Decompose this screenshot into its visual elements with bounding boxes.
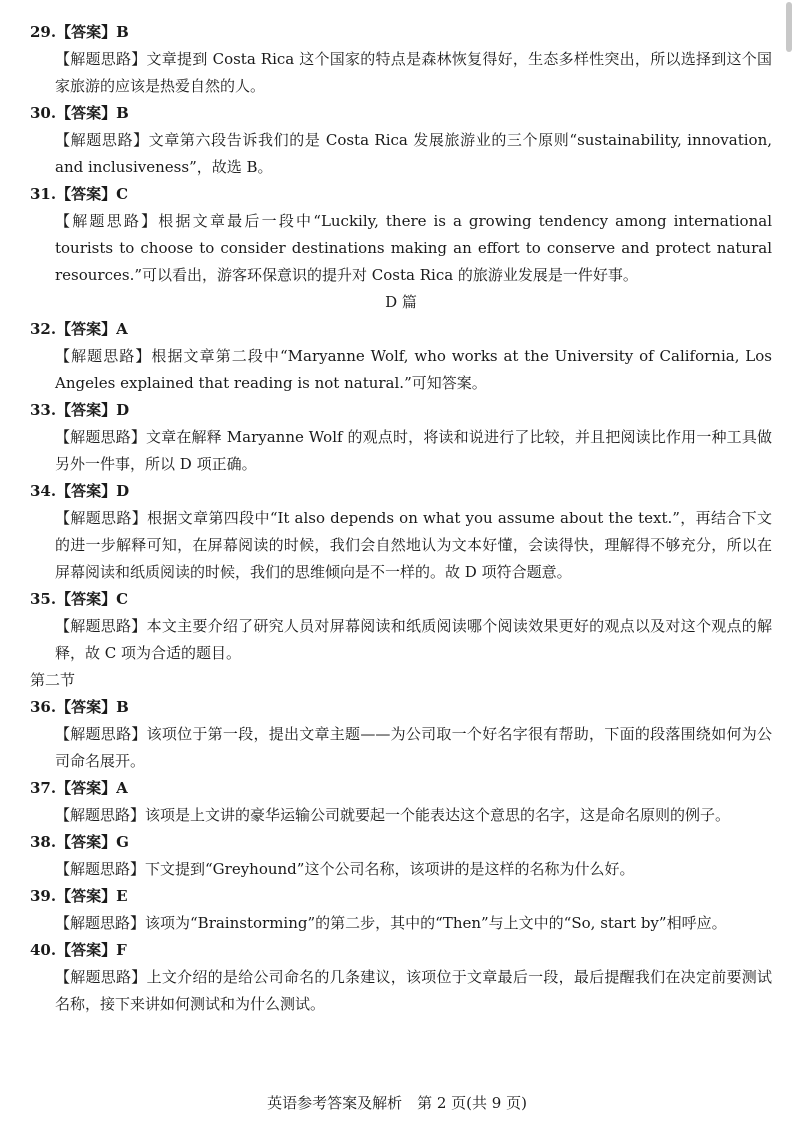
answer-explanation: 【解题思路】上文介绍的是给公司命名的几条建议，该项位于文章最后一段，最后提醒我们在决定前要测试名称，接下来讲如何测试和为什么测试。 <box>55 968 772 1013</box>
answer-key: 32.【答案】A <box>30 320 128 338</box>
answer-explanation: 【解题思路】文章在解释 Maryanne Wolf 的观点时，将读和说进行了比较，并且把阅读比作用一种工具做另外一件事，所以 D 项正确。 <box>55 428 772 473</box>
answer-key: 40.【答案】F <box>30 941 127 959</box>
answer-content <box>30 19 772 1018</box>
answer-key: 35.【答案】C <box>30 590 129 608</box>
answer-item-35 <box>30 586 772 667</box>
answer-explanation: 【解题思路】根据文章第二段中“Maryanne Wolf, who works at the University of California, Los Angeles explained that reading is not natural.”可知答案。 <box>55 347 772 392</box>
answer-item-40 <box>30 937 772 1018</box>
answer-key: 39.【答案】E <box>30 887 128 905</box>
answer-key: 33.【答案】D <box>30 401 130 419</box>
answer-explanation: 【解题思路】该项位于第一段，提出文章主题——为公司取一个好名字很有帮助，下面的段落围绕如何为公司命名展开。 <box>55 725 772 770</box>
answer-item-38 <box>30 829 772 883</box>
answer-explanation: 【解题思路】根据文章第四段中“It also depends on what you assume about the text.”，再结合下文的进一步解释可知，在屏幕阅读的时候，我们会自然地认为文本好懂，会读得快，理解得不够充分，所以在屏幕阅读和纸质阅读的时候，我们的思维倾向是不一样的。故 D 项符合题意。 <box>55 509 772 581</box>
answer-explanation: 【解题思路】该项是上文讲的豪华运输公司就要起一个能表达这个意思的名字，这是命名原则的例子。 <box>55 806 731 824</box>
answer-item-39 <box>30 883 772 937</box>
page-footer: 英语参考答案及解析 第 2 页(共 9 页) <box>267 1094 527 1112</box>
answer-item-34 <box>30 478 772 586</box>
answer-explanation: 【解题思路】该项为“Brainstorming”的第二步，其中的“Then”与上文中的“So, start by”相呼应。 <box>55 914 727 932</box>
section-heading-2: 第二节 <box>30 671 76 689</box>
answer-item-30 <box>30 100 772 181</box>
answer-explanation: 【解题思路】本文主要介绍了研究人员对屏幕阅读和纸质阅读哪个阅读效果更好的观点以及对这个观点的解释，故 C 项为合适的题目。 <box>55 617 772 662</box>
answer-key: 31.【答案】C <box>30 185 129 203</box>
answer-item-32 <box>30 316 772 397</box>
answer-explanation: 【解题思路】下文提到“Greyhound”这个公司名称，该项讲的是这样的名称为什么好。 <box>55 860 635 878</box>
answer-explanation: 【解题思路】文章第六段告诉我们的是 Costa Rica 发展旅游业的三个原则“sustainability, innovation, and inclusiveness”，故选 B。 <box>55 131 772 176</box>
answer-key: 37.【答案】A <box>30 779 128 797</box>
answer-item-29 <box>30 19 772 100</box>
answer-key: 34.【答案】D <box>30 482 130 500</box>
answer-item-36 <box>30 694 772 775</box>
answer-key: 30.【答案】B <box>30 104 129 122</box>
section-heading-d: D 篇 <box>385 293 417 311</box>
answer-explanation: 【解题思路】文章提到 Costa Rica 这个国家的特点是森林恢复得好，生态多样性突出，所以选择到这个国家旅游的应该是热爱自然的人。 <box>55 50 772 95</box>
answer-explanation: 【解题思路】根据文章最后一段中“Luckily, there is a growing tendency among international tourists to choose to consider destinations making an effort to conserve and protect natural resources.”可以看出，游客环保意识的提升对 Costa Rica 的旅游业发展是一件好事。 <box>55 212 772 284</box>
answer-key: 29.【答案】B <box>30 23 129 41</box>
answer-key: 36.【答案】B <box>30 698 129 716</box>
answer-item-33 <box>30 397 772 478</box>
answer-item-37 <box>30 775 772 829</box>
answer-key: 38.【答案】G <box>30 833 129 851</box>
scrollbar-thumb[interactable] <box>786 2 792 52</box>
answer-item-31 <box>30 181 772 289</box>
